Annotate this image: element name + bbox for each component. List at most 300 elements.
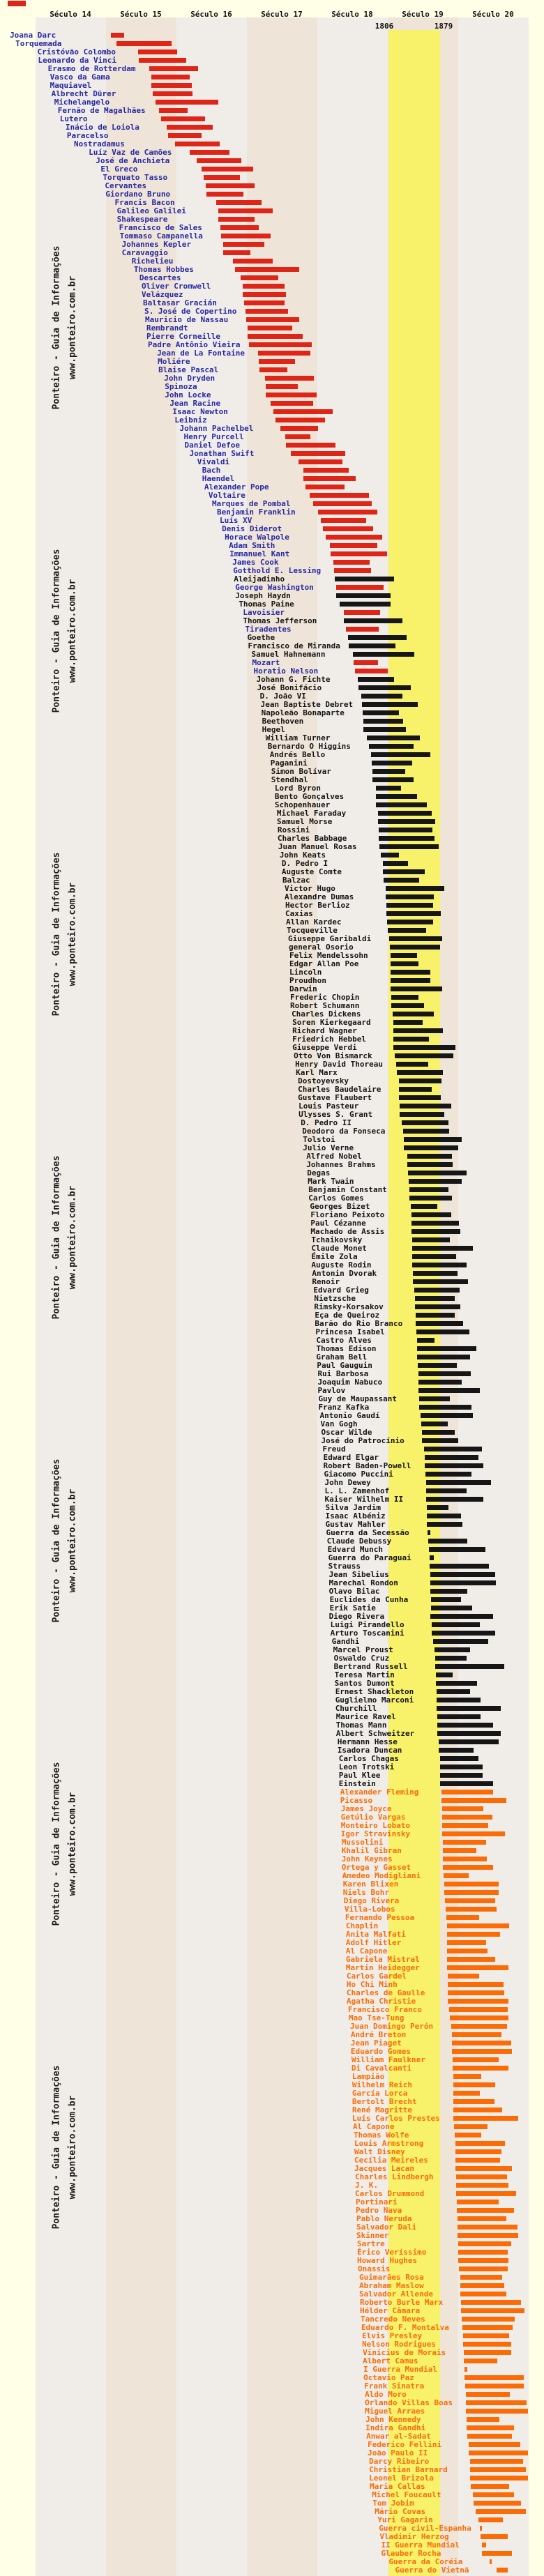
lifespan-bar (466, 2400, 527, 2405)
lifespan-bar (383, 861, 408, 866)
person-name-label: Thomas Mann (335, 1721, 387, 1730)
lifespan-bar (218, 217, 255, 222)
person-name-label: John Dryden (164, 374, 216, 383)
person-name-label: Floriano Peixoto (310, 1210, 385, 1219)
person-name-label: Louis Pasteur (299, 1102, 359, 1111)
person-name-label: Olavo Bilac (328, 1587, 380, 1596)
lifespan-bar (473, 2492, 514, 2497)
lifespan-bar (412, 1263, 467, 1267)
person-name-label: Salvador Allende (359, 2289, 433, 2299)
person-row (0, 2056, 544, 2064)
person-name-label: Kaiser Wilhelm II (324, 1495, 404, 1504)
lifespan-bar (412, 1237, 450, 1242)
person-row (0, 1428, 544, 1437)
person-row (0, 291, 544, 299)
lifespan-bar (430, 1572, 495, 1577)
person-row (0, 199, 544, 207)
person-row (0, 249, 544, 257)
person-name-label: Giacomo Puccini (324, 1470, 393, 1479)
person-name-label: Fernando Pessoa (345, 1913, 415, 1922)
lifespan-bar (419, 1396, 449, 1401)
person-name-label: Getúlio Vargas (340, 1813, 406, 1822)
lifespan-bar (138, 49, 177, 54)
person-name-label: Johannes Brahms (306, 1160, 376, 1169)
lifespan-bar (453, 2057, 499, 2062)
lifespan-bar (422, 1438, 458, 1443)
lifespan-bar (367, 736, 421, 740)
person-name-label: Maquiavel (50, 81, 92, 90)
person-name-label: Oliver Cromwell (141, 282, 211, 291)
lifespan-bar (391, 1003, 423, 1008)
person-name-label: Jacques Lacan (354, 2164, 415, 2173)
person-row (0, 993, 544, 1002)
person-row (0, 1479, 544, 1487)
lifespan-bar (275, 418, 325, 422)
person-row (0, 1119, 544, 1127)
person-name-label: Henry Purcell (183, 432, 244, 441)
person-row (0, 1956, 544, 1964)
person-row (0, 441, 544, 450)
lifespan-bar (204, 175, 240, 180)
person-name-label: Albert Schweitzer (335, 1729, 415, 1738)
person-name-label: Leonardo da Vinci (38, 56, 117, 65)
person-row (0, 834, 544, 843)
lifespan-bar (430, 1589, 468, 1594)
lifespan-bar (444, 1882, 499, 1887)
person-row (0, 1194, 544, 1203)
person-row (0, 1763, 544, 1771)
person-row (0, 1930, 544, 1939)
person-row (0, 927, 544, 935)
person-name-label: Al Capone (345, 1946, 388, 1956)
lifespan-bar (220, 225, 259, 230)
person-name-label: Rimsky-Korsakov (314, 1302, 384, 1311)
person-row (0, 1295, 544, 1303)
lifespan-bar (381, 853, 399, 858)
person-name-label: Georges Bizet (310, 1202, 370, 1211)
lifespan-bar (437, 1714, 481, 1719)
lifespan-bar (439, 1748, 474, 1753)
person-name-label: Goethe (247, 633, 275, 642)
person-name-label: Anwar al-Sadat (366, 2432, 431, 2441)
person-row (0, 2215, 544, 2223)
person-row (0, 374, 544, 383)
lifespan-bar (386, 894, 434, 899)
lifespan-bar (417, 1346, 476, 1351)
person-row (0, 1244, 544, 1253)
person-name-label: Jean Sibelius (328, 1570, 389, 1579)
lifespan-bar (372, 761, 413, 765)
person-name-label: Paul Gauguin (317, 1361, 372, 1370)
person-name-label: John Keynes (341, 1854, 393, 1864)
person-name-label: Diego Rivera (328, 1612, 385, 1621)
lifespan-bar (409, 1179, 462, 1184)
lifespan-bar (497, 2568, 508, 2573)
lifespan-bar (216, 200, 262, 205)
person-name-label: Friedrich Hebbel (292, 1035, 367, 1044)
lifespan-bar (266, 384, 297, 389)
lifespan-bar (161, 116, 206, 121)
lifespan-bar (395, 1053, 453, 1058)
lifespan-bar (445, 1898, 495, 1903)
person-row (0, 1303, 544, 1311)
lifespan-bar (336, 593, 391, 598)
lifespan-bar (376, 794, 418, 799)
person-row (0, 2391, 544, 2399)
person-row (0, 2324, 544, 2332)
person-name-label: Jean Racine (169, 399, 221, 408)
person-row (0, 893, 544, 901)
lifespan-bar (167, 125, 213, 130)
lifespan-bar (432, 1631, 495, 1636)
person-name-label: Paul Klee (338, 1771, 381, 1780)
lifespan-bar (241, 275, 279, 280)
lifespan-bar (363, 719, 404, 724)
lifespan-bar (455, 2141, 505, 2146)
lifespan-bar (440, 1765, 483, 1769)
lifespan-bar (318, 510, 377, 515)
person-name-label: Glauber Rocha (381, 2549, 441, 2558)
person-name-label: Andrés Bello (269, 750, 326, 759)
person-name-label: Felix Mendelssohn (289, 951, 368, 960)
lifespan-bar (428, 1539, 468, 1544)
person-row (0, 1219, 544, 1228)
person-name-label: Frank Sinatra (364, 2381, 425, 2391)
person-name-label: Cecília Meireles (354, 2156, 428, 2165)
person-row (0, 475, 544, 483)
person-row (0, 851, 544, 860)
person-name-label: Émile Zola (311, 1252, 358, 1261)
person-row (0, 1855, 544, 1864)
person-name-label: D. Pedro II (301, 1118, 352, 1127)
person-name-label: Strauss (328, 1562, 361, 1571)
person-name-label: Hegel (262, 725, 285, 734)
event-row (0, 2524, 544, 2533)
person-name-label: José de Anchieta (96, 156, 170, 165)
person-row (0, 1947, 544, 1956)
person-row (0, 1094, 544, 1102)
person-name-label: Napoleão Bonaparte (261, 708, 345, 717)
lifespan-bar (440, 1781, 494, 1786)
person-name-label: Victor Hugo (284, 884, 335, 893)
person-row (0, 1997, 544, 2006)
person-row (0, 2432, 544, 2441)
person-name-label: Agatha Christie (346, 1997, 416, 2006)
person-row (0, 1780, 544, 1788)
person-row (0, 1144, 544, 1152)
century-label: Século 14 (50, 10, 91, 19)
person-name-label: Paganini (270, 759, 308, 768)
lifespan-bar (233, 259, 273, 264)
person-name-label: Torquato Tasso (103, 173, 168, 182)
lifespan-bar (436, 1672, 453, 1677)
person-name-label: Leon Trotski (338, 1762, 395, 1771)
person-row (0, 1922, 544, 1930)
lifespan-bar (285, 434, 310, 439)
person-name-label: Michelangelo (54, 98, 110, 107)
lifespan-bar (464, 2375, 524, 2380)
person-name-label: William Turner (265, 733, 331, 742)
person-name-label: Pierre Corneille (146, 332, 220, 341)
lifespan-bar (442, 1823, 489, 1828)
person-name-label: Tiradentes (245, 625, 292, 634)
person-name-label: Joana Darc (10, 31, 56, 40)
lifespan-bar (175, 142, 220, 146)
lifespan-bar (462, 2325, 513, 2330)
lifespan-bar (450, 2015, 508, 2020)
person-name-label: Paracelso (66, 131, 109, 140)
person-row (0, 425, 544, 433)
person-name-label: Thomas Jefferson (243, 616, 317, 625)
person-row (0, 2533, 544, 2541)
person-row (0, 1571, 544, 1579)
person-row (0, 358, 544, 366)
lifespan-bar (446, 1915, 479, 1920)
person-name-label: Francis Bacon (114, 198, 175, 207)
person-row (0, 2257, 544, 2265)
lifespan-bar (399, 1087, 431, 1092)
person-name-label: Voltaire (208, 491, 245, 500)
person-row (0, 1621, 544, 1629)
person-row (0, 2449, 544, 2457)
person-row (0, 1604, 544, 1613)
person-row (0, 307, 544, 316)
lifespan-bar (442, 1815, 493, 1820)
person-row (0, 1939, 544, 1947)
lifespan-bar (235, 267, 299, 272)
lifespan-bar (427, 1505, 448, 1510)
person-name-label: Eça de Queiroz (315, 1311, 380, 1320)
person-row (0, 324, 544, 333)
lifespan-bar (355, 669, 388, 673)
lifespan-bar (458, 2258, 508, 2263)
lifespan-bar (336, 585, 384, 590)
person-row (0, 433, 544, 441)
person-name-label: Padre Antônio Vieira (148, 340, 241, 349)
person-row (0, 1654, 544, 1663)
lifespan-bar (153, 91, 193, 96)
lifespan-bar (458, 2250, 508, 2255)
lifespan-bar (425, 1463, 484, 1468)
lifespan-bar (446, 1907, 497, 1912)
person-row (0, 1964, 544, 1972)
lifespan-bar (411, 1204, 437, 1209)
lifespan-bar (280, 426, 318, 431)
person-name-label: Vivaldi (197, 457, 230, 466)
person-name-label: Nelson Rodrigues (362, 2340, 437, 2349)
person-row (0, 450, 544, 458)
person-name-label: José do Patrocínio (321, 1436, 405, 1445)
person-name-label: William Faulkner (351, 2055, 425, 2064)
person-row (0, 910, 544, 918)
person-name-label: Anita Malfati (345, 1930, 406, 1939)
lifespan-bar (460, 2283, 504, 2288)
lifespan-bar (384, 878, 420, 883)
lifespan-bar (340, 602, 391, 607)
person-name-label: Picasso (340, 1796, 373, 1805)
person-name-label: Hélder Câmara (360, 2306, 421, 2315)
person-name-label: Marcel Proust (333, 1645, 393, 1654)
person-row (0, 282, 544, 291)
person-name-label: Ortega y Gasset (341, 1863, 411, 1872)
event-name-label: Guerra da Secessão (326, 1528, 409, 1537)
lifespan-bar (378, 811, 432, 816)
person-row (0, 1738, 544, 1746)
person-row (0, 1746, 544, 1755)
lifespan-bar (413, 1271, 458, 1276)
person-name-label: Churchill (335, 1704, 377, 1713)
lifespan-bar (266, 393, 317, 397)
person-name-label: Luigi Pirandello (330, 1620, 405, 1629)
person-row (0, 1060, 544, 1069)
person-name-label: Juan Manuel Rosas (278, 842, 357, 851)
sidebar-url-text: www.ponteiro.com.br (67, 275, 78, 380)
person-row (0, 1253, 544, 1261)
person-name-label: Mozart (252, 658, 280, 667)
person-row (0, 2098, 544, 2106)
lifespan-bar (440, 1773, 483, 1778)
person-name-label: Wilhelm Reich (352, 2080, 413, 2089)
person-row (0, 1972, 544, 1981)
person-row (0, 1027, 544, 1035)
person-name-label: Joaquim Nabuco (317, 1378, 383, 1387)
person-name-label: Allan Kardec (285, 917, 342, 927)
lifespan-bar (439, 1739, 499, 1744)
person-row (0, 2474, 544, 2483)
person-name-label: Oswaldo Cruz (333, 1654, 390, 1663)
person-name-label: Giordano Bruno (105, 190, 171, 199)
lifespan-bar (326, 535, 382, 540)
person-row (0, 826, 544, 834)
person-name-label: Frederic Chopin (290, 993, 360, 1002)
person-name-label: Mark Twain (308, 1177, 354, 1186)
person-name-label: Samuel Hahnemann (251, 650, 326, 659)
person-row (0, 1596, 544, 1604)
person-name-label: Caravaggio (121, 248, 168, 257)
person-name-label: Graham Bell (316, 1352, 368, 1362)
lifespan-bar (464, 2367, 467, 2372)
person-row (0, 901, 544, 910)
person-name-label: Carlos Gomes (308, 1194, 364, 1203)
lifespan-bar (403, 1129, 449, 1134)
person-row (0, 843, 544, 851)
lifespan-bar (383, 869, 425, 874)
lifespan-bar (245, 309, 288, 314)
person-name-label: Bach (202, 466, 221, 475)
person-row (0, 1713, 544, 1721)
lifespan-bar (286, 443, 336, 448)
person-name-label: Santos Dumont (334, 1679, 395, 1688)
person-row (0, 793, 544, 801)
lifespan-bar (223, 250, 250, 255)
person-name-label: Darcy Ribeiro (369, 2457, 430, 2466)
lifespan-bar (323, 526, 373, 531)
person-name-label: Soren Kierkegaard (292, 1018, 371, 1027)
person-name-label: Khalil Gibran (341, 1846, 402, 1855)
person-name-label: Abraham Maslow (359, 2281, 424, 2290)
person-name-label: Haendel (202, 474, 235, 483)
person-row (0, 508, 544, 517)
person-row (0, 885, 544, 893)
lifespan-bar (455, 2158, 500, 2163)
person-name-label: André Breton (350, 2030, 407, 2039)
person-row (0, 1671, 544, 1679)
lifespan-bar (466, 2392, 510, 2397)
person-row (0, 483, 544, 491)
person-row (0, 1705, 544, 1713)
lifespan-bar (363, 710, 400, 715)
lifespan-bar (435, 1664, 504, 1669)
century-label: Século 15 (120, 10, 162, 19)
person-name-label: Federico Fellini (368, 2440, 442, 2449)
person-name-label: Francisco Franco (347, 2005, 422, 2014)
lifespan-bar (388, 928, 426, 933)
person-name-label: Diego Rivera (343, 1896, 400, 1905)
person-row (0, 2073, 544, 2081)
lifespan-bar (464, 2358, 497, 2363)
person-row (0, 2357, 544, 2365)
person-row (0, 2240, 544, 2248)
lifespan-bar (407, 1154, 452, 1159)
person-name-label: Hermann Hesse (337, 1737, 398, 1746)
person-row (0, 2022, 544, 2031)
lifespan-bar (243, 284, 285, 289)
person-name-label: Miguel Arraes (365, 2407, 425, 2416)
lifespan-bar (206, 192, 243, 197)
person-name-label: John Kennedy (365, 2415, 421, 2424)
lifespan-bar (425, 1455, 479, 1460)
person-row (0, 1663, 544, 1671)
lifespan-bar (391, 978, 430, 983)
person-name-label: Richard Wagner (292, 1026, 357, 1035)
person-row (0, 1905, 544, 1914)
lifespan-bar (442, 1831, 505, 1836)
person-name-label: Gotthold E. Lessing (233, 566, 322, 575)
person-name-label: Galileo Galilei (116, 206, 186, 215)
person-name-label: James Cook (232, 558, 279, 567)
person-name-label: J. K. (354, 2181, 379, 2190)
person-row (0, 1981, 544, 1989)
person-row (0, 190, 544, 199)
lifespan-bar (457, 2208, 514, 2213)
person-name-label: Mauricio de Nassau (144, 315, 229, 324)
lifespan-bar (453, 2082, 495, 2087)
lifespan-bar (409, 1196, 452, 1201)
person-row (0, 2340, 544, 2349)
lifespan-bar (386, 903, 433, 908)
person-name-label: Johann G. Fichte (256, 675, 331, 684)
lifespan-bar (427, 1514, 461, 1518)
person-name-label: Giuseppe Verdi (292, 1043, 357, 1052)
person-name-label: Mussolini (341, 1838, 384, 1847)
lifespan-bar (248, 334, 303, 339)
person-name-label: Shakespeare (116, 215, 168, 224)
person-name-label: Marques de Pombal (211, 499, 291, 508)
person-row (0, 1228, 544, 1236)
lifespan-bar (391, 953, 417, 958)
person-row (0, 935, 544, 943)
person-name-label: Richelieu (131, 257, 174, 266)
person-row (0, 1311, 544, 1320)
lifespan-bar (391, 961, 418, 966)
person-row (0, 1914, 544, 1922)
person-name-label: Auguste Comte (281, 867, 342, 876)
century-label: Século 19 (402, 10, 444, 19)
person-row (0, 2457, 544, 2466)
person-row (0, 1755, 544, 1763)
sidebar-url-text: www.ponteiro.com.br (67, 1185, 78, 1290)
person-name-label: Gustav Mahler (325, 1520, 386, 1529)
